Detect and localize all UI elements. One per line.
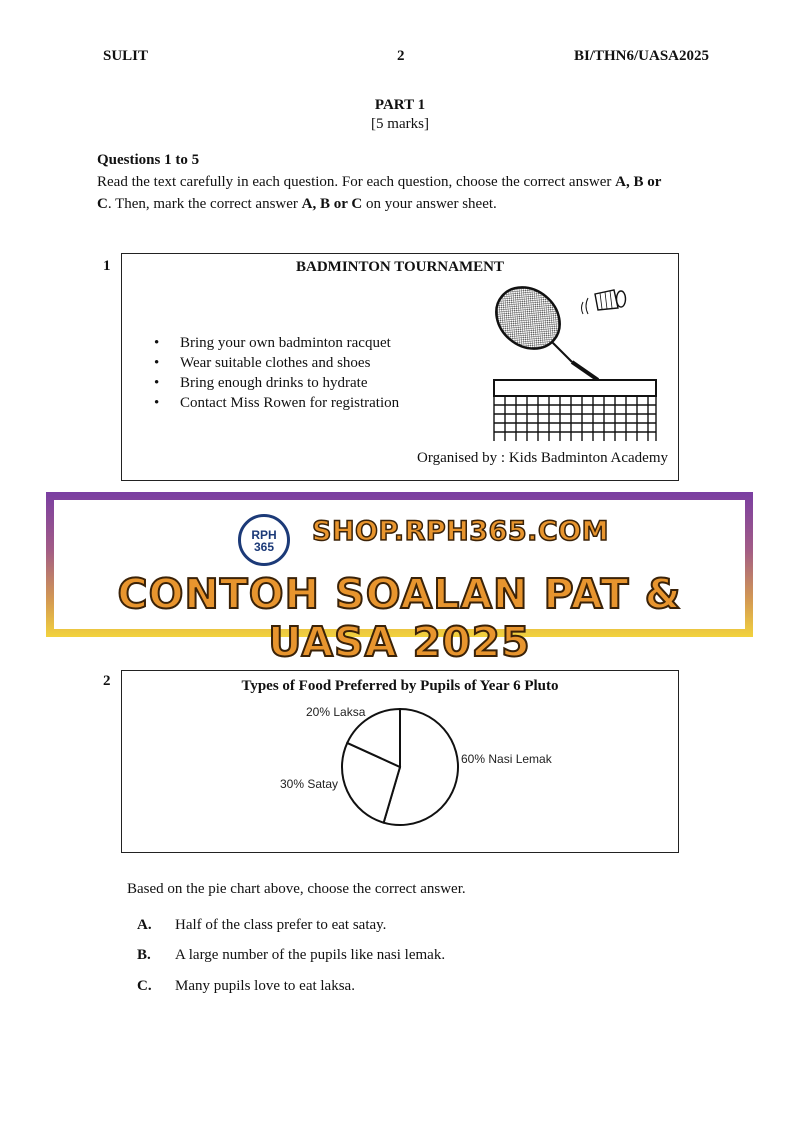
- question-2-number: 2: [103, 673, 111, 689]
- question-2-stem: Based on the pie chart above, choose the correct answer.: [127, 881, 466, 897]
- option-text: Half of the class prefer to eat satay.: [175, 917, 387, 933]
- question-range: Questions 1 to 5: [97, 152, 200, 168]
- instr-bold-2: C: [97, 196, 108, 212]
- notice-bullet: • Bring your own badminton racquet: [152, 333, 399, 353]
- part-title: PART 1: [374, 97, 426, 113]
- option-letter: C.: [137, 978, 152, 994]
- part-marks: [5 marks]: [371, 116, 429, 132]
- option-c[interactable]: [137, 978, 355, 995]
- option-b[interactable]: [137, 947, 445, 964]
- pie-label-laksa: 20% Laksa: [306, 705, 366, 719]
- notice-bullet: • Wear suitable clothes and shoes: [152, 353, 399, 373]
- logo-text-bottom: 365: [253, 540, 275, 554]
- notice-organiser: Organised by : Kids Badminton Academy: [417, 450, 668, 466]
- header-sulit: SULIT: [103, 48, 149, 64]
- notice-bullet: • Contact Miss Rowen for registration: [152, 393, 399, 413]
- question-1-number: 1: [103, 258, 111, 274]
- option-letter: A.: [137, 917, 152, 933]
- banner-headline: CONTOH SOALAN PAT & UASA 2025: [117, 570, 682, 666]
- instr-text-1: Read the text carefully in each question. For each question, choose the correct answer: [97, 174, 616, 190]
- option-letter: B.: [137, 947, 151, 963]
- notice-bullet: • Bring enough drinks to hydrate: [152, 373, 399, 393]
- instr-text-2: . Then, mark the correct answer: [107, 196, 302, 212]
- shop-url[interactable]: SHOP.RPH365.COM: [312, 516, 610, 547]
- instr-text-3: on your answer sheet.: [362, 196, 497, 212]
- pie-label-satay: 30% Satay: [280, 777, 339, 791]
- logo-text-top: RPH: [251, 528, 277, 542]
- option-a[interactable]: [137, 917, 386, 934]
- option-text: Many pupils love to eat laksa.: [175, 978, 355, 994]
- instr-bold-3: A, B or C: [301, 196, 363, 212]
- pie-label-nasi-lemak: 60% Nasi Lemak: [461, 752, 552, 766]
- paper-code: BI/THN6/UASA2025: [573, 48, 709, 64]
- chart-title: Types of Food Preferred by Pupils of Year 6 Pluto: [241, 678, 559, 694]
- option-text: A large number of the pupils like nasi lemak.: [175, 947, 446, 963]
- instr-bold-1: A, B or: [615, 174, 662, 190]
- notice-title: BADMINTON TOURNAMENT: [296, 259, 504, 275]
- page-number: 2: [397, 48, 405, 64]
